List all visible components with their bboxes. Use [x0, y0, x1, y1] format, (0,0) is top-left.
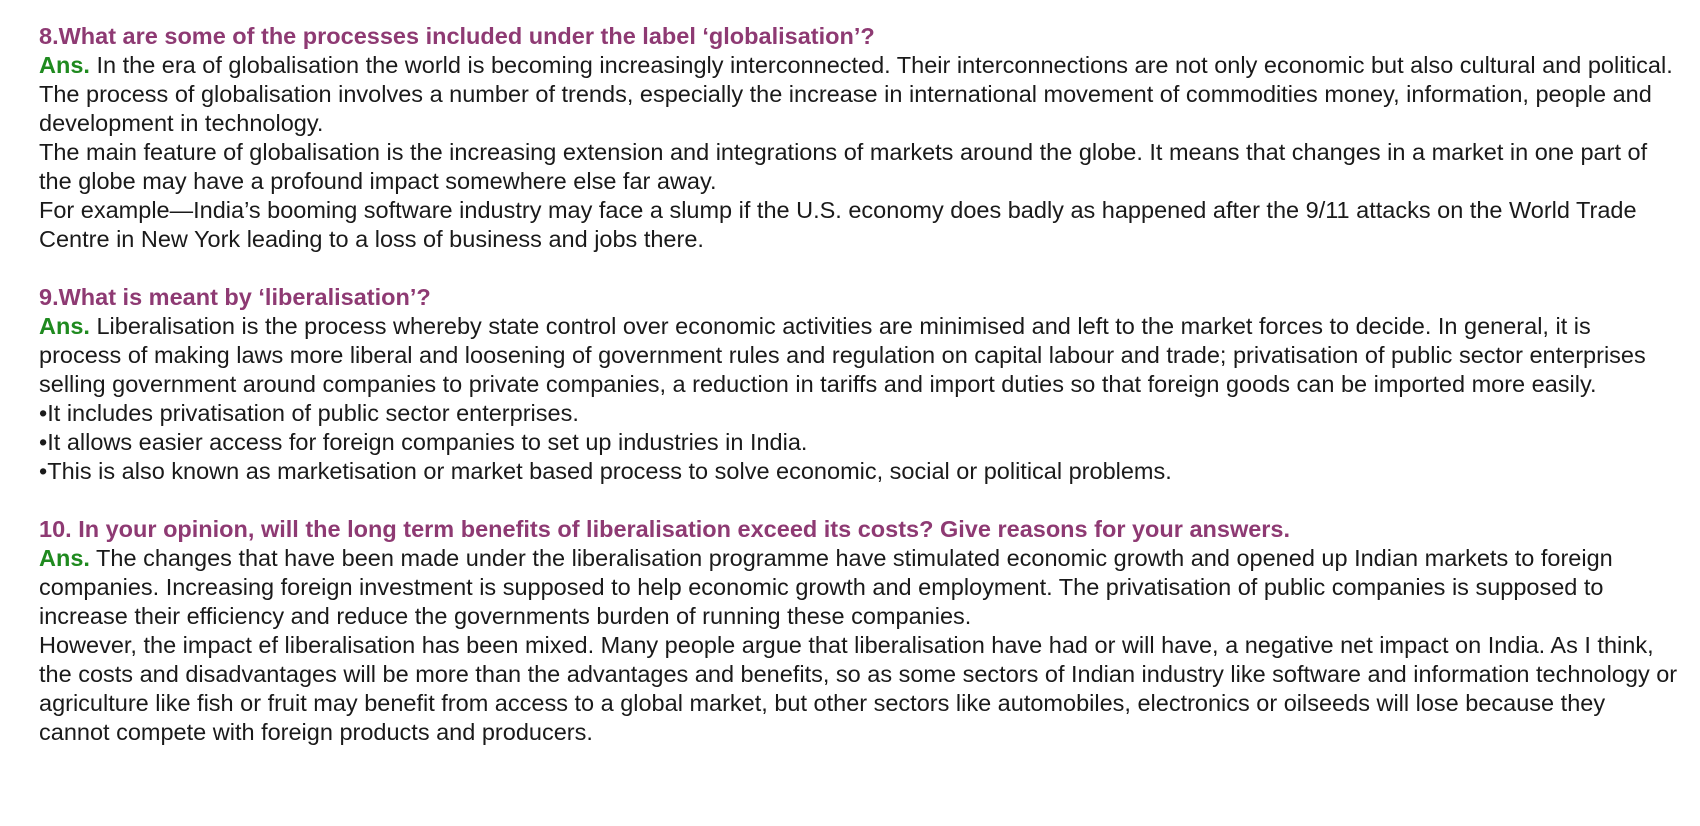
bullet-item: •This is also known as marketisation or market based process to solve economic, social or political problems. — [39, 458, 1172, 484]
answer-text: In the era of globalisation the world is becoming increasingly interconnected. Their interconnections are not only economic but also cultural and political. — [89, 52, 1673, 78]
answer-paragraph: The main feature of globalisation is the increasing extension and integrations of markets around the globe. It means that changes in a market in one part of the globe may have a profound impact somewhere else far away. — [39, 139, 1648, 194]
bullet-item: •It includes privatisation of public sector enterprises. — [39, 400, 579, 426]
answer-paragraph: For example—India’s booming software industry may face a slump if the U.S. economy does badly as happened after the 9/11 attacks on the World Trade Centre in New York leading to a loss of business and jobs there. — [39, 197, 1637, 252]
ans-label: Ans. — [39, 52, 90, 78]
ans-label: Ans. — [39, 545, 90, 571]
question-title: 8.What are some of the processes included under the label ‘globalisation’? — [39, 23, 875, 49]
answer-text: Liberalisation is the process whereby state control over economic activities are minimised and left to the market forces to decide. In general, it is process of making laws more liberal and loosening of government rules and regulation on capital labour and trade; privatisation of public sector enterprises selling government around companies to private companies, a reduction in tariffs and import duties so that foreign goods can be imported more easily. — [39, 313, 1646, 397]
question-title: 9.What is meant by ‘liberalisation’? — [39, 284, 431, 310]
document-page — [39, 22, 1679, 747]
answer-paragraph: However, the impact ef liberalisation has been mixed. Many people argue that liberalisation have had or will have, a negative net impact on India. As I think, the costs and disadvantages will be more than the advantages and benefits, so as some sectors of Indian industry like software and information technology or agriculture like fish or fruit may benefit from access to a global market, but other sectors like automobiles, electronics or oilseeds will lose because they cannot compete with foreign products and producers. — [39, 632, 1678, 745]
answer-paragraph — [39, 544, 1679, 631]
answer-paragraph — [39, 51, 1679, 80]
qa-block-q8 — [39, 22, 1679, 254]
answer-paragraph — [39, 312, 1679, 399]
question-title: 10. In your opinion, will the long term benefits of liberalisation exceed its costs? Give reasons for your answers. — [39, 516, 1291, 542]
qa-block-q10 — [39, 515, 1679, 747]
answer-text: The changes that have been made under the liberalisation programme have stimulated economic growth and opened up Indian markets to foreign companies. Increasing foreign investment is supposed to help economic growth and employment. The privatisation of public companies is supposed to increase their efficiency and reduce the governments burden of running these companies. — [39, 545, 1613, 629]
qa-block-q9 — [39, 283, 1679, 486]
bullet-item: •It allows easier access for foreign companies to set up industries in India. — [39, 429, 808, 455]
answer-paragraph: The process of globalisation involves a number of trends, especially the increase in international movement of commodities money, information, people and development in technology. — [39, 81, 1652, 136]
ans-label: Ans. — [39, 313, 90, 339]
